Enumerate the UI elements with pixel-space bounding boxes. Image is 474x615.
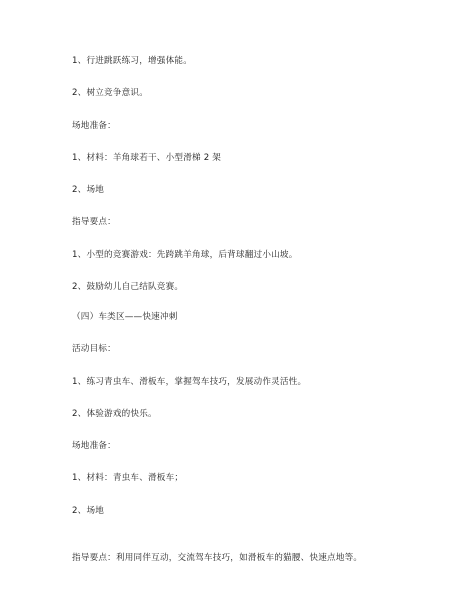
text-line: 指导要点：利用同伴互动，交流驾车技巧，如滑板车的猫腰、快速点地等。 xyxy=(72,553,363,563)
text-line: 2、场地 xyxy=(72,185,105,195)
text-line: 1、小型的竞赛游戏：先跨跳羊角球，后背球翻过小山坡。 xyxy=(72,250,298,260)
text-line: 2、场地 xyxy=(72,506,105,516)
text-line: 场地准备： xyxy=(72,121,116,131)
text-line: 1、材料：羊角球若干、小型滑梯 2 架 xyxy=(72,153,222,163)
text-line: 1、练习青虫车、滑板车，掌握驾车技巧，发展动作灵活性。 xyxy=(72,377,307,387)
text-line: 指导要点： xyxy=(72,217,116,227)
text-line: 1、材料：青虫车、滑板车； xyxy=(72,473,184,483)
text-line: 场地准备： xyxy=(72,441,116,451)
text-line: 活动目标： xyxy=(72,344,116,354)
text-line: 2、体验游戏的快乐。 xyxy=(72,409,157,419)
section-heading: （四）车类区——快速冲刺 xyxy=(72,312,178,322)
text-line: 2、鼓励幼儿自己结队竞赛。 xyxy=(72,282,184,292)
text-line: 1、行进跳跃练习，增强体能。 xyxy=(72,56,192,66)
text-line: 2、树立竞争意识。 xyxy=(72,88,149,98)
